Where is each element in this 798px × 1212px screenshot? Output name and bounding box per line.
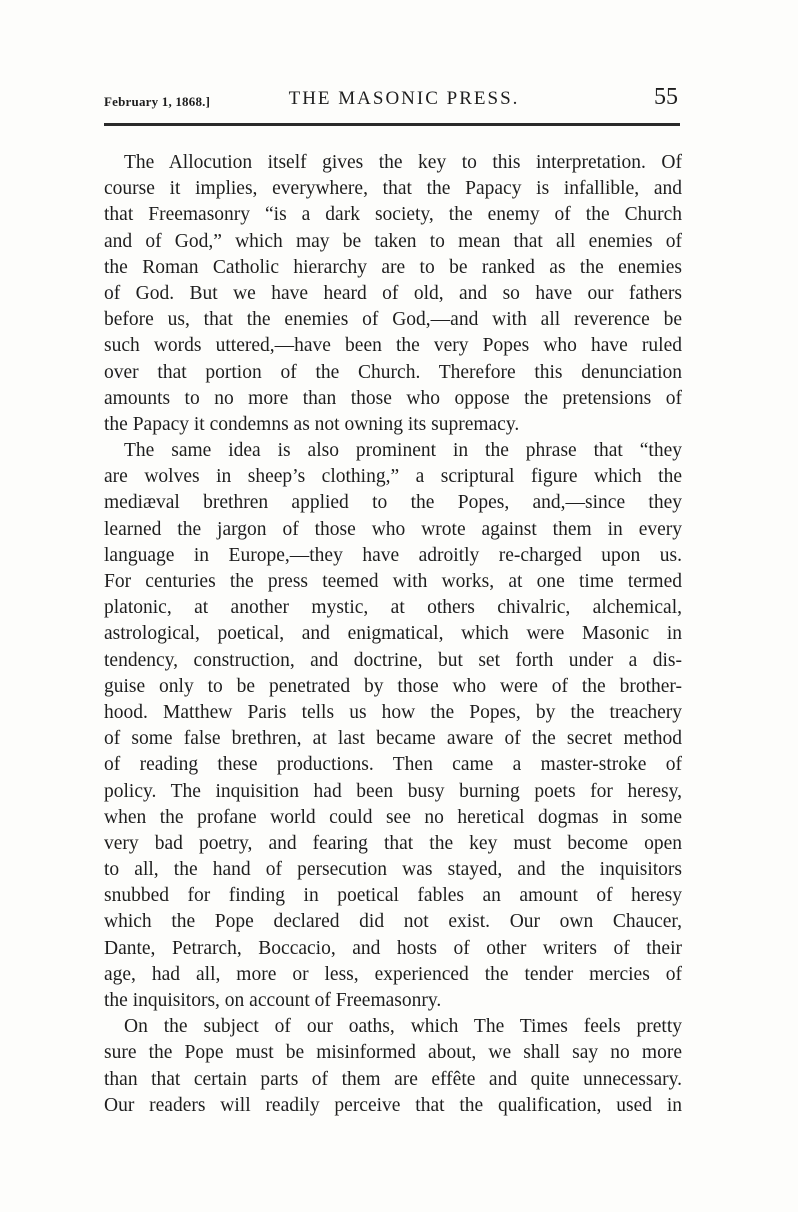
- text-line: of God. But we have heard of old, and so have our fathers: [104, 282, 682, 304]
- text-line: very bad poetry, and fearing that the key must become open: [104, 832, 682, 854]
- page-number: 55: [654, 84, 678, 110]
- text-line: astrological, poetical, and enigmatical, which were Masonic in: [104, 623, 682, 645]
- text-line: sure the Pope must be misinformed about, we shall say no more: [104, 1042, 682, 1064]
- body-text: [104, 150, 682, 1119]
- running-header-title: THE MASONIC PRESS.: [288, 88, 520, 109]
- text-line: of some false brethren, at last became aware of the secret method: [104, 728, 682, 750]
- running-header-date: February 1, 1868.]: [104, 94, 211, 109]
- text-line: the inquisitors, on account of Freemasonry.: [104, 990, 442, 1011]
- text-line: over that portion of the Church. Therefore this denunciation: [104, 361, 682, 383]
- text-line: Our readers will readily perceive that the qualification, used in: [104, 1094, 682, 1116]
- text-line: For centuries the press teemed with works, at one time termed: [104, 571, 682, 592]
- text-line: the Papacy it condemns as not owning its supremacy.: [104, 413, 520, 435]
- text-line: learned the jargon of those who wrote against them in every: [104, 518, 682, 540]
- text-line: policy. The inquisition had been busy burning poets for heresy,: [104, 780, 682, 802]
- text-line: guise only to be penetrated by those who were of the brother-: [104, 675, 682, 697]
- header-rule: [104, 123, 680, 126]
- text-line: when the profane world could see no heretical dogmas in some: [104, 806, 682, 828]
- text-line: that Freemasonry “is a dark society, the enemy of the Church: [104, 204, 682, 226]
- text-line: snubbed for finding in poetical fables an amount of heresy: [104, 885, 682, 907]
- text-line: which the Pope declared did not exist. Our own Chaucer,: [104, 911, 682, 933]
- text-line: hood. Matthew Paris tells us how the Popes, by the treachery: [104, 701, 682, 723]
- text-line: of reading these productions. Then came a master-stroke of: [104, 754, 682, 776]
- text-line: to all, the hand of persecution was stayed, and the inquisitors: [104, 859, 682, 881]
- text-line: than that certain parts of them are effête and quite unnecessary.: [104, 1068, 682, 1090]
- text-line: The same idea is also prominent in the phrase that “they: [124, 440, 682, 462]
- text-line: mediæval brethren applied to the Popes, and,—since they: [104, 492, 682, 514]
- text-line: amounts to no more than those who oppose the pretensions of: [104, 387, 682, 409]
- text-line: language in Europe,—they have adroitly re-charged upon us.: [104, 544, 682, 566]
- text-line: age, had all, more or less, experienced the tender mercies of: [104, 963, 682, 985]
- text-line: platonic, at another mystic, at others chivalric, alchemical,: [104, 597, 682, 619]
- text-line: Dante, Petrarch, Boccacio, and hosts of other writers of their: [104, 937, 682, 959]
- running-header: [104, 84, 682, 114]
- text-line: tendency, construction, and doctrine, but set forth under a dis-: [104, 649, 682, 671]
- text-line: before us, that the enemies of God,—and with all reverence be: [104, 309, 682, 331]
- text-line: course it implies, everywhere, that the Papacy is infallible, and: [104, 178, 682, 200]
- text-line: are wolves in sheep’s clothing,” a scriptural figure which the: [104, 466, 682, 488]
- text-line: such words uttered,—have been the very Popes who have ruled: [104, 335, 682, 357]
- text-line: The Allocution itself gives the key to this interpretation. Of: [124, 152, 682, 173]
- text-line: On the subject of our oaths, which The Times feels pretty: [124, 1016, 682, 1038]
- text-line: and of God,” which may be taken to mean that all enemies of: [104, 230, 682, 252]
- text-line: the Roman Catholic hierarchy are to be ranked as the enemies: [104, 256, 682, 278]
